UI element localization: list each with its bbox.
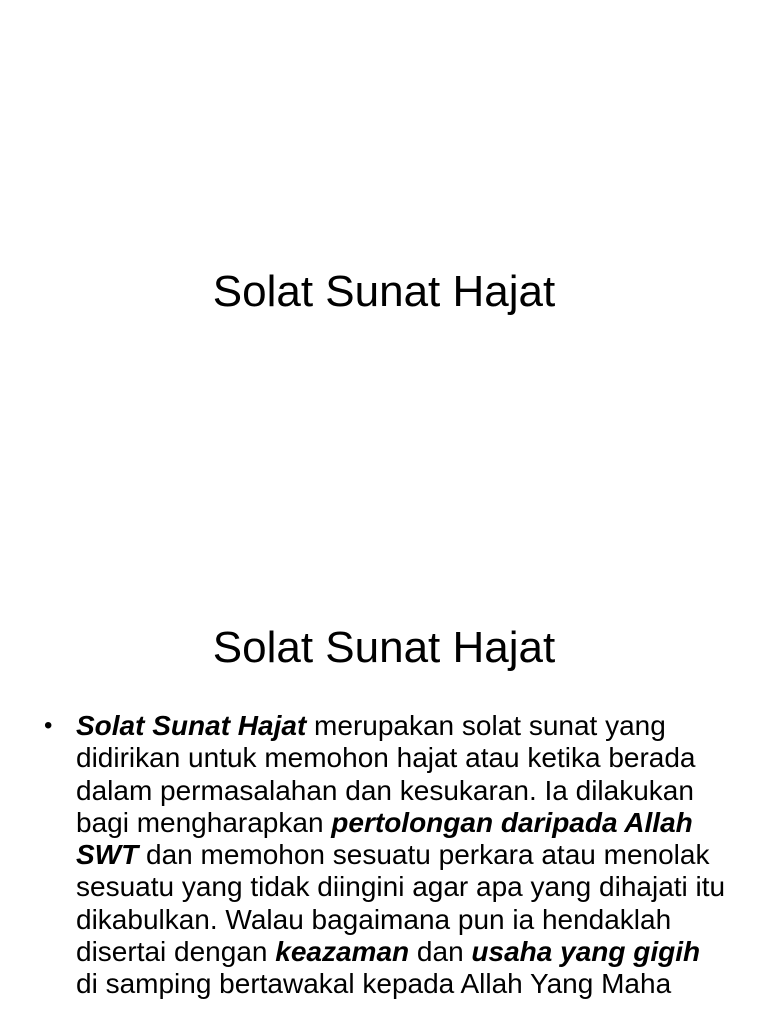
slide-2 xyxy=(0,576,768,1024)
bullet-text-emphasis: pertolongan daripada Allah SWT xyxy=(76,806,693,871)
bullet-text: dan memohon sesuatu perkara atau menolak sesuatu yang tidak diingini agar apa yang dihajati itu dikabulkan. Walau bagaimana pun ia hendaklah disertai dengan xyxy=(76,839,726,968)
bullet-marker: • xyxy=(44,712,53,739)
bullet-text: di samping bertawakal kepada Allah Yang Maha xyxy=(76,968,672,1000)
slide-2-title: Solat Sunat Hajat xyxy=(212,623,556,672)
bullet-text-emphasis: keazaman xyxy=(275,936,410,968)
bullet-text-emphasis: Solat Sunat Hajat xyxy=(76,710,307,741)
bullet-text-emphasis: usaha yang gigih xyxy=(471,936,701,968)
bullet-item xyxy=(38,710,728,1001)
bullet-list xyxy=(38,710,728,1001)
bullet-text: dan xyxy=(409,936,472,968)
bullet-text: merupakan solat sunat yang didirikan untuk memohon hajat atau ketika berada dalam permasalahan dan kesukaran. Ia dilakukan bagi mengharapkan xyxy=(76,710,696,838)
slide-1-title: Solat Sunat Hajat xyxy=(212,267,556,316)
